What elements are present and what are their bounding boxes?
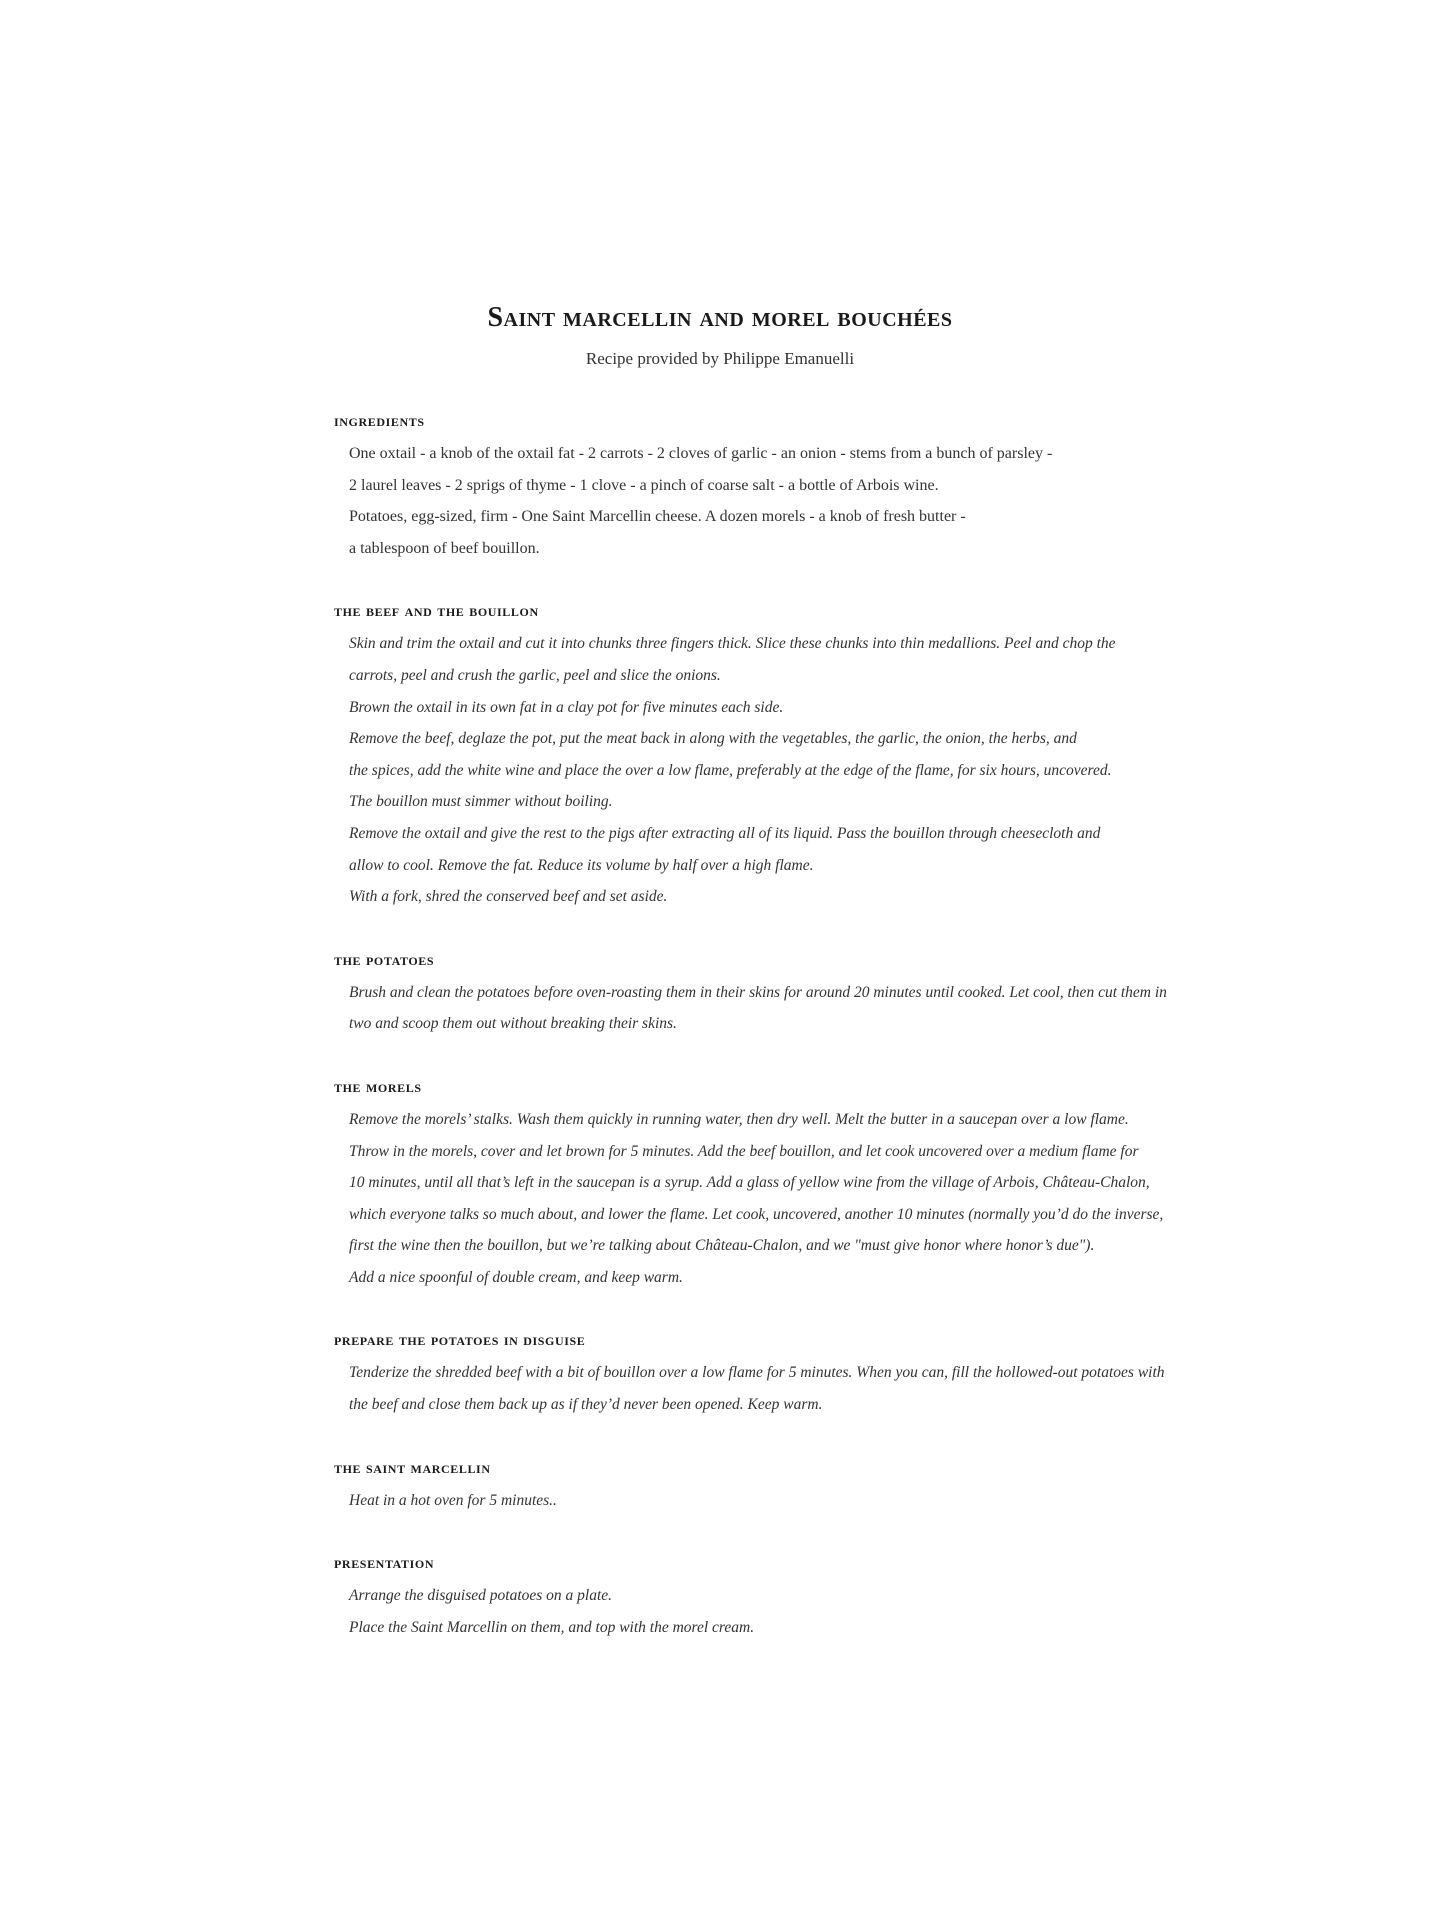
section-heading: presentation — [334, 1553, 435, 1573]
text-line: Brown the oxtail in its own fat in a clay pot for five minutes each side. — [349, 698, 784, 716]
text-line: two and scoop them out without breaking their skins. — [349, 1015, 677, 1033]
text-line: a tablespoon of beef bouillon. — [349, 539, 540, 557]
text-line: Place the Saint Marcellin on them, and top with the morel cream. — [349, 1618, 755, 1636]
section-ingredients — [334, 408, 1334, 564]
text-line: The bouillon must simmer without boiling. — [349, 793, 613, 811]
section-potatoes — [334, 947, 1334, 1040]
page-subtitle: Recipe provided by Philippe Emanuelli — [585, 349, 855, 368]
text-line: Skin and trim the oxtail and cut it into chunks three fingers thick. Slice these chunks into thin medallions. Peel and chop the — [349, 635, 1116, 653]
section-morels — [334, 1074, 1334, 1294]
section-saint-marcellin — [334, 1455, 1334, 1517]
section-heading: the morels — [334, 1076, 422, 1096]
section-heading: the potatoes — [334, 949, 435, 969]
text-line: 10 minutes, until all that’s left in the saucepan is a syrup. Add a glass of yellow wine from the village of Arbois, Château-Chalon, — [349, 1174, 1150, 1192]
text-line: Remove the oxtail and give the rest to the pigs after extracting all of its liquid. Pass the bouillon through cheesecloth and — [349, 824, 1101, 842]
text-line: With a fork, shred the conserved beef and set aside. — [349, 888, 668, 906]
text-line: Add a nice spoonful of double cream, and keep warm. — [349, 1268, 683, 1286]
text-line: Remove the morels’ stalks. Wash them quickly in running water, then dry well. Melt the butter in a saucepan over a low flame. — [349, 1110, 1129, 1128]
section-potatoes-in-disguise — [334, 1327, 1334, 1420]
text-line: Tenderize the shredded beef with a bit of bouillon over a low flame for 5 minutes. When you can, fill the hollowed-out potatoes with — [349, 1364, 1165, 1382]
section-beef-bouillon — [334, 598, 1334, 912]
text-line: Throw in the morels, cover and let brown for 5 minutes. Add the beef bouillon, and let cook uncovered over a medium flame for — [349, 1142, 1139, 1160]
section-heading: the saint marcellin — [334, 1457, 491, 1477]
section-presentation — [334, 1550, 1334, 1643]
text-line: One oxtail - a knob of the oxtail fat - 2 carrots - 2 cloves of garlic - an onion - stems from a bunch of parsley - — [349, 445, 1053, 462]
page-title: Saint marcellin and morel bouchées — [487, 302, 953, 333]
text-line: Heat in a hot oven for 5 minutes.. — [349, 1491, 557, 1509]
section-heading: prepare the potatoes in disguise — [334, 1330, 586, 1350]
text-line: Arrange the disguised potatoes on a plate. — [349, 1587, 613, 1605]
text-line: first the wine then the bouillon, but we’re talking about Château-Chalon, and we "must give honor where honor’s due"). — [349, 1237, 1095, 1255]
text-line: Potatoes, egg-sized, firm - One Saint Marcellin cheese. A dozen morels - a knob of fresh butter - — [349, 508, 966, 526]
recipe-content — [334, 408, 1334, 1677]
text-line: 2 laurel leaves - 2 sprigs of thyme - 1 clove - a pinch of coarse salt - a bottle of Arbois wine. — [349, 476, 939, 494]
text-line: allow to cool. Remove the fat. Reduce its volume by half over a high flame. — [349, 856, 814, 874]
text-line: Brush and clean the potatoes before oven-roasting them in their skins for around 20 minutes until cooked. Let cool, then cut them in — [349, 983, 1167, 1001]
text-line: which everyone talks so much about, and lower the flame. Let cook, uncovered, another 10 minutes (normally you’d do the inverse, — [349, 1205, 1164, 1223]
text-line: Remove the beef, deglaze the pot, put the meat back in along with the vegetables, the garlic, the onion, the herbs, and — [349, 730, 1077, 748]
text-line: the beef and close them back up as if they’d never been opened. Keep warm. — [349, 1396, 823, 1414]
text-line: carrots, peel and crush the garlic, peel and slice the onions. — [349, 666, 721, 684]
section-heading: ingredients — [334, 411, 425, 430]
text-line: the spices, add the white wine and place the over a low flame, preferably at the edge of the flame, for six hours, uncovered. — [349, 761, 1112, 779]
section-heading: the beef and the bouillon — [334, 601, 539, 621]
